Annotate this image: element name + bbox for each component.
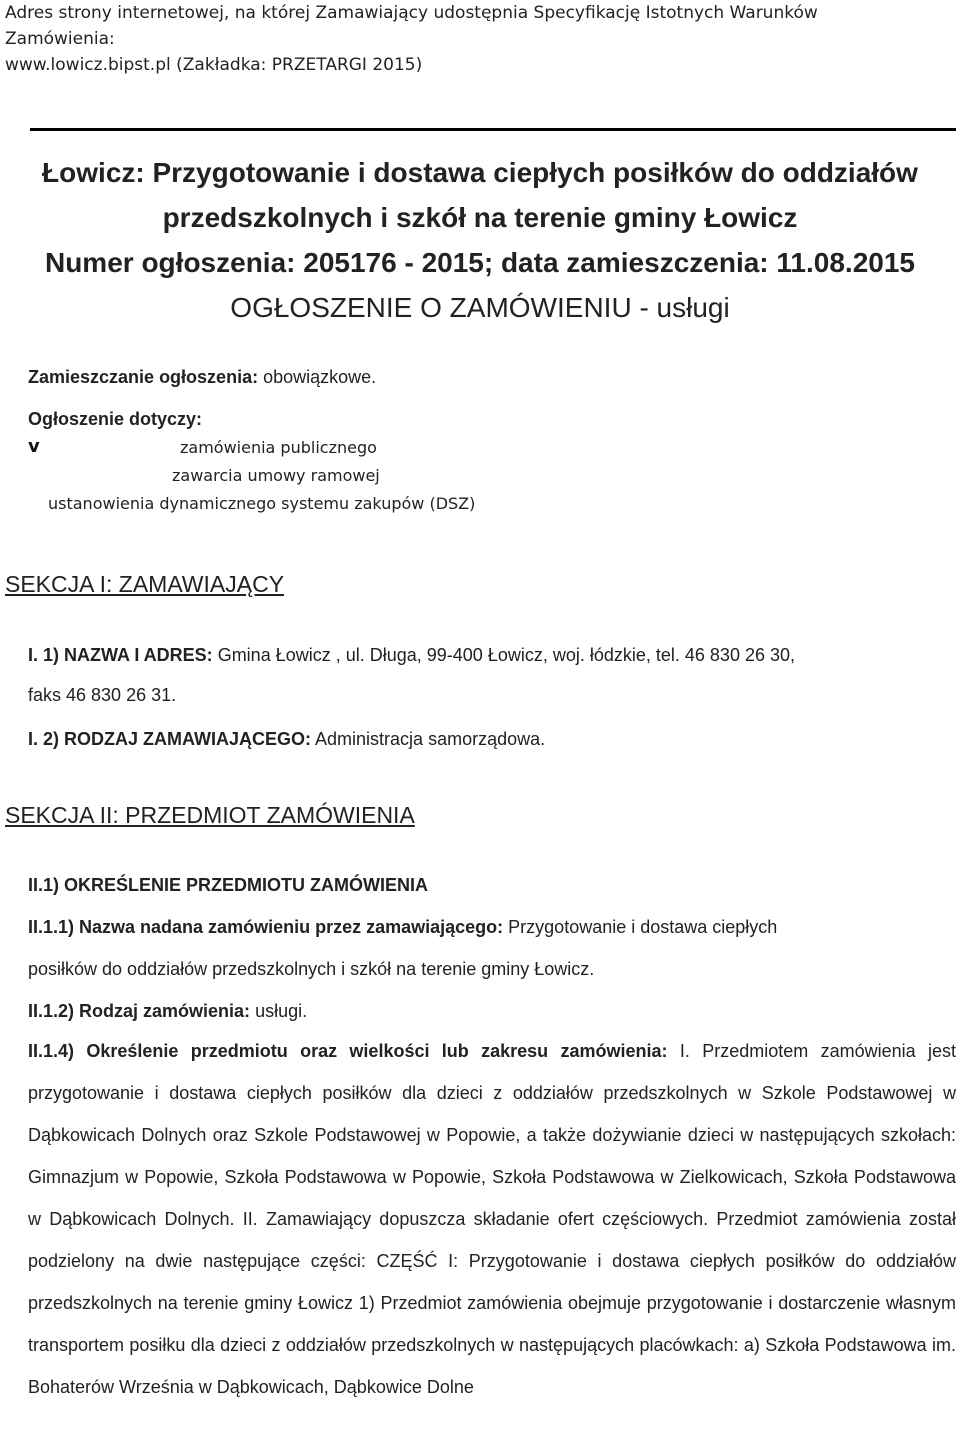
scope-paragraph [28,1030,956,1408]
contract-name-continued: posiłków do oddziałów przedszkolnych i szkół na terenie gminy Łowicz. [28,959,595,979]
contracting-type-value: Administracja samorządowa. [315,729,546,749]
section-2-heading: SEKCJA II: PRZEDMIOT ZAMÓWIENIA [5,802,415,828]
intro-block [5,0,945,78]
contract-kind-line [28,1000,307,1022]
notice-type: OGŁOSZENIE O ZAMÓWIENIU - usługi [230,292,730,323]
fax-line: faks 46 830 26 31. [28,685,177,705]
address-label: I. 1) NAZWA I ADRES: [28,645,213,665]
contracting-type-line [28,728,545,750]
title-line-2: przedszkolnych i szkół na terenie gminy Łowicz [162,202,798,233]
contract-kind-value: usługi. [255,1001,308,1021]
contract-name-value: Przygotowanie i dostawa ciepłych [508,917,778,937]
placement-label: Zamieszczanie ogłoszenia: [28,367,259,387]
concerns-label: Ogłoszenie dotyczy: [28,409,203,429]
concerns-option-3: ustanowienia dynamicznego systemu zakupów (DSZ) [48,494,476,513]
subject-definition-heading: II.1) OKREŚLENIE PRZEDMIOTU ZAMÓWIENIA [28,875,429,895]
intro-url-line: www.lowicz.bipst.pl (Zakładka: PRZETARGI 2015) [5,55,423,75]
title-divider [30,128,956,131]
placement-value: obowiązkowe. [263,367,377,387]
concerns-option-1: zamówienia publicznego [180,438,377,457]
intro-line-2: Zamówienia: [5,29,115,49]
notice-title [0,150,960,330]
contract-name-label: II.1.1) Nazwa nadana zamówieniu przez zamawiającego: [28,917,504,937]
contracting-type-label: I. 2) RODZAJ ZAMAWIAJĄCEGO: [28,729,312,749]
address-value: Gmina Łowicz , ul. Długa, 99-400 Łowicz, woj. łódzkie, tel. 46 830 26 30, [217,645,795,665]
intro-line-1: Adres strony internetowej, na której Zamawiający udostępnia Specyfikację Istotnych Warunków [5,3,818,23]
address-line [28,644,795,666]
section-1-heading: SEKCJA I: ZAMAWIAJĄCY [5,571,285,597]
placement-line [28,366,376,388]
title-line-1: Łowicz: Przygotowanie i dostawa ciepłych posiłków do oddziałów [42,157,918,188]
contract-name-line [28,916,777,938]
checkmark-icon: v [28,436,40,457]
concerns-option-2: zawarcia umowy ramowej [172,466,380,485]
scope-label: II.1.4) Określenie przedmiotu oraz wielkości lub zakresu zamówienia: [28,1041,668,1061]
scope-text: I. Przedmiotem zamówienia jest przygotowanie i dostawa ciepłych posiłków dla dzieci z oddziałów przedszkolnych w Szkole Podstawowej w Dąbkowicach Dolnych oraz Szkole Podstawowej w Popowie, a także dożywianie dzieci w następujących szkołach: Gimnazjum w Popowie, Szkoła Podstawowa w Popowie, Szkoła Podstawowa w Zielkowicach, Szkoła Podstawowa w Dąbkowicach Dolnych. II. Zamawiający dopuszcza składanie ofert częściowych. Przedmiot zamówienia został podzielony na dwie następujące części: CZĘŚĆ I: Przygotowanie i dostawa ciepłych posiłków do oddziałów przedszkolnych na terenie gminy Łowicz 1) Przedmiot zamówienia obejmuje przygotowanie i dostarczenie własnym transportem posiłku dla dzieci z oddziałów przedszkolnych w następujących placówkach: a) Szkoła Podstawowa im. Bohaterów Września w Dąbkowicach, Dąbkowice Dolne [28,1041,956,1397]
title-line-3: Numer ogłoszenia: 205176 - 2015; data zamieszczenia: 11.08.2015 [44,247,915,278]
contract-kind-label: II.1.2) Rodzaj zamówienia: [28,1001,251,1021]
